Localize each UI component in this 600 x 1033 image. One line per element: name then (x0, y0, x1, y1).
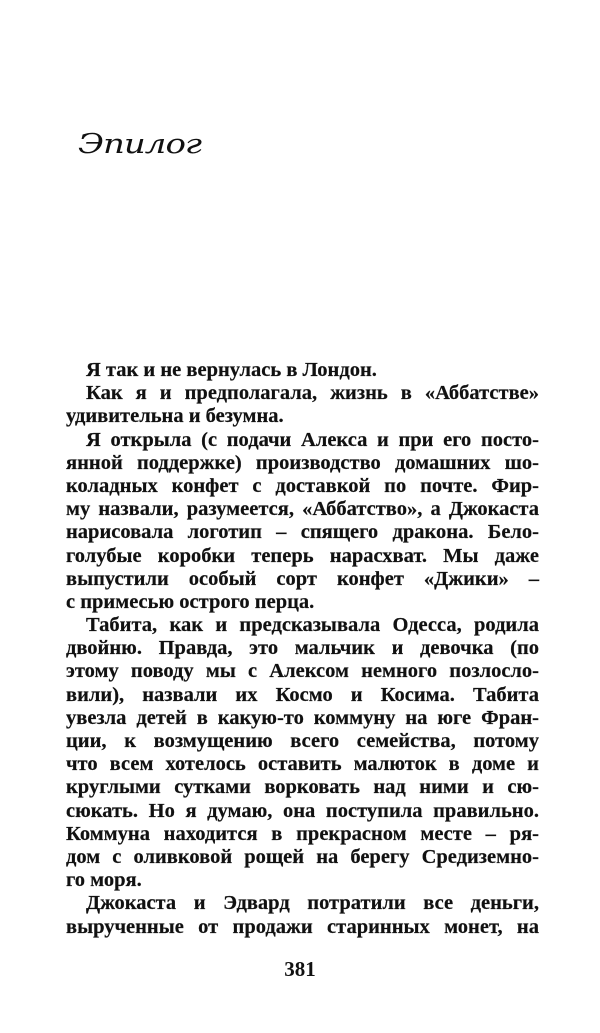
text-line: ции, к возмущению всего семейства, потому (66, 730, 539, 752)
text-line: Я так и не вернулась в Лондон. (86, 359, 377, 381)
text-line: дом с оливковой рощей на берегу Средиземно- (66, 845, 539, 868)
text-line: двойню. Правда, это мальчик и девочка (по (66, 637, 539, 660)
text-line: увезла детей в какую-то коммуну на юге Фран- (66, 706, 539, 729)
text-line: выпустили особый сорт конфет «Джики» – (66, 567, 539, 590)
text-line: сюкать. Но я думаю, она поступила правильно. (66, 799, 539, 822)
text-line: Как я и предполагала, жизнь в «Аббатстве» (86, 382, 539, 405)
text-line: вили), назвали их Космо и Косима. Табита (66, 683, 539, 706)
text-line: вырученные от продажи старинных монет, на (66, 915, 539, 938)
text-line: Джокаста и Эдвард потратили все деньги, (86, 892, 539, 915)
text-line: Я открыла (с подачи Алекса и при его посто- (86, 428, 539, 451)
text-line: му назвали, разумеется, «Аббатство», а Джокаста (66, 498, 539, 521)
text-line: что всем хотелось оставить малюток в доме и (66, 753, 539, 776)
page-number: 381 (284, 957, 316, 981)
body-text (66, 359, 539, 939)
text-line: нарисовала логотип – спящего дракона. Бело- (66, 521, 539, 544)
text-line: с примесью острого перца. (66, 590, 315, 613)
chapter-title: Эпилог (78, 128, 202, 160)
text-line: Табита, как и предсказывала Одесса, родила (86, 614, 539, 637)
text-line: удивительна и безумна. (66, 405, 284, 428)
text-line: янной поддержке) производство домашних шо- (66, 451, 539, 474)
text-line: круглыми сутками ворковать над ними и сю- (66, 776, 539, 799)
text-line: го моря. (66, 869, 142, 892)
text-line: этому поводу мы с Алексом немного позлосло- (66, 660, 539, 683)
text-line: Коммуна находится в прекрасном месте – ря- (66, 822, 539, 845)
text-line: голубые коробки теперь нарасхват. Мы даже (66, 544, 539, 567)
text-line: коладных конфет с доставкой по почте. Фир- (66, 474, 539, 497)
